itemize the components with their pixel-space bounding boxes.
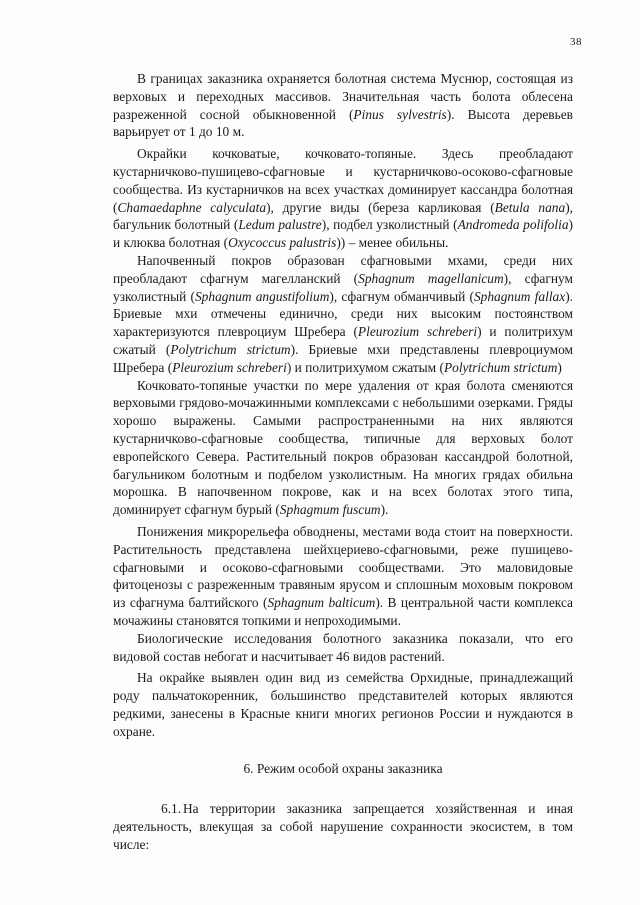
section-heading: 6. Режим особой охраны заказника: [243, 761, 443, 777]
latin-name: Andromeda polifolia: [457, 217, 569, 233]
text-run: ). В центральной части комплекса мочажины становятся топкими и непроходимыми.: [113, 595, 574, 628]
text-run: ), сфагнум обманчивый (: [329, 288, 474, 304]
latin-name: Oxycoccus palustris: [228, 235, 337, 251]
text-run: ), подбел узколистный (: [321, 217, 458, 233]
latin-name: Pleurozium schreberi: [357, 324, 478, 340]
paragraph-bog-system: [113, 70, 573, 141]
paragraph-orchids: На окрайке выявлен один вид из семейства Орхидные, принадлежащий роду пальчатокоренник, большинство представителей которых являются редкими, занесены в Красные книги многих регионов России и нуждаются в охране.: [113, 670, 573, 739]
latin-name: Chamaedaphne calyculata: [117, 199, 267, 215]
clause-6-1: [113, 800, 573, 853]
paragraph-ridge-complexes: [113, 377, 573, 519]
text-run: ) и политрихум сжатый (: [113, 324, 573, 357]
latin-name: Polytrichum strictum: [170, 341, 291, 357]
text-run: ). Бриевые мхи отмечены единично, среди них высоким постоянством характеризуются плевроциум Шребера (: [113, 288, 573, 340]
text-run: ). Высота деревьев варьирует от 1 до 10 м.: [113, 106, 573, 140]
text-run: ). Бриевые мхи представлены плевроциумом Шребера (: [113, 341, 574, 375]
clause-text: На территории заказника запрещается хозяйственная и иная деятельность, влекущая за собой нарушение сохранности экосистем, в том числе:: [113, 801, 573, 852]
latin-name: Ledum palustre: [238, 217, 322, 233]
latin-name: Sphagnum angustifolium: [194, 288, 330, 304]
latin-name: Pleurozium schreberi: [172, 359, 287, 375]
text-run: Понижения микрорельефа обводнены, местами вода стоит на поверхности. Растительность представлена шейхцериево-сфагновыми, реже пушицево-сфагновыми и осоково-сфагновыми сообществами. Это маловидовые фитоценозы с разреженным травяным ярусом и сплошным моховым покровом из сфагнума балтийского (: [113, 523, 573, 611]
text-run: Окрайки кочковатые, кочковато-топяные. Здесь преобладают кустарничково-пушицево-сфагновые и кустарничково-осоково-сфагновые сообщества. Из кустарничков на всех участках доминирует кассандра болотная (: [113, 146, 573, 215]
latin-name: Sphagnum balticum: [267, 595, 376, 611]
paragraph-species-count: Биологические исследования болотного заказника показали, что его видовой состав небогат и насчитывает 46 видов растений.: [113, 630, 573, 664]
paragraph-depressions: [113, 523, 573, 630]
text-run: )) – менее обильны.: [336, 235, 449, 251]
text-run: Кочковато-топяные участки по мере удаления от края болота сменяются верховыми грядово-мочажинными комплексами с небольшими озерками. Гряды хорошо выражены. Самыми распространенными на них являются кустарничково-сфагновые сообщества, типичные для верховых болот европейского Севера. Растительный покров образован кассандрой болотной, багульником болотным и подбелом узколистным. На многих грядах обильна морошка. В напочвенном покрове, как и на всех болотах этого типа, доминирует сфагнум бурый (: [113, 377, 573, 518]
text-run: ), багульник болотный (: [113, 199, 573, 233]
latin-name: Sphagnum magellanicum: [358, 270, 504, 286]
text-run: ), сфагнум узколистный (: [113, 270, 573, 304]
page-number: 38: [570, 36, 582, 48]
latin-name: Pinus sylvestris: [353, 106, 447, 122]
text-run: ) и политрихумом сжатым (: [286, 359, 444, 375]
text-run: В границах заказника охраняется болотная система Муснюр, состоящая из верховых и переходных массивов. Значительная часть болота облесена разреженной сосной обыкновенной (: [113, 71, 573, 122]
text-run: ): [557, 359, 562, 375]
latin-name: Betula nana: [494, 199, 566, 215]
text-run: ), другие виды (береза карликовая (: [266, 199, 495, 215]
clause-number: 6.1.: [161, 801, 182, 817]
latin-name: Sphagmum fuscum: [279, 502, 381, 518]
text-run: ) и клюква болотная (: [113, 217, 573, 251]
latin-name: Sphagnum fallax: [473, 288, 566, 304]
text-run: ).: [380, 502, 389, 518]
text-run: Напочвенный покров образован сфагновыми мхами, среди них преобладают сфагнум магелланский (: [113, 252, 573, 286]
paragraph-edges-shrubs: [113, 145, 573, 252]
paragraph-moss-cover: [113, 252, 573, 377]
latin-name: Polytrichum strictum: [443, 359, 558, 375]
document-body: [113, 70, 573, 854]
